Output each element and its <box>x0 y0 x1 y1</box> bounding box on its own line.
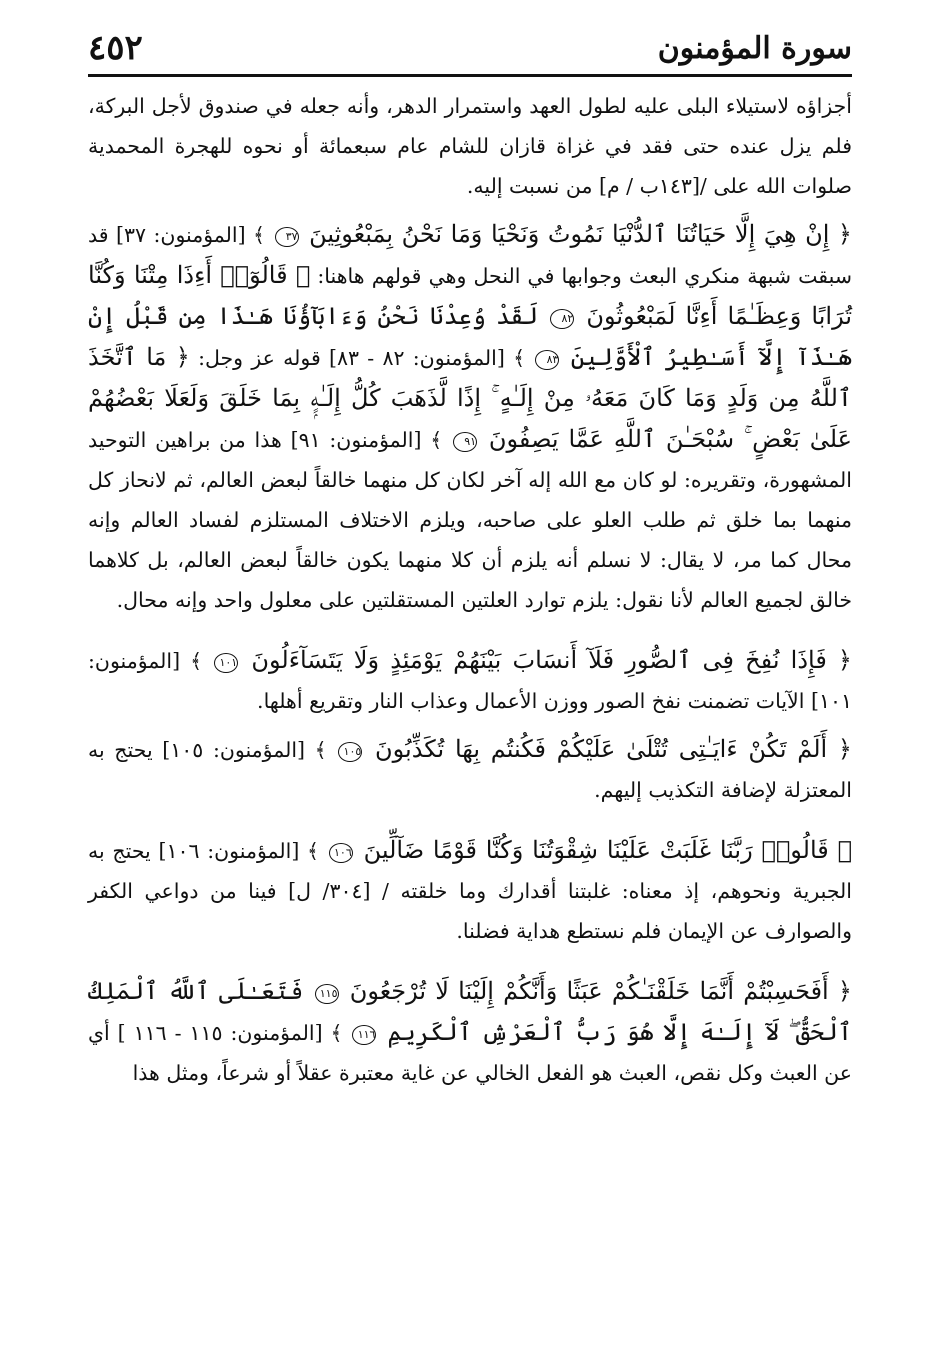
verse-number-marker: ١٠٥ <box>338 742 362 762</box>
quran-verse-text: فَتَعَـٰلَى ٱللَّهُ ٱلْمَلِكُ ٱلْحَقُّ ۖ لَآ إِلَـٰهَ إِلَّا هُوَ رَبُّ ٱلْعَرْشِ ٱلْكَرِيمِ <box>88 977 853 1046</box>
verse-number-marker: ٨٣ <box>535 350 559 370</box>
verse-number-marker: ١١٥ <box>315 984 339 1004</box>
quran-verse-text: لَقَدْ وُعِدْنَا نَحْنُ وَءَابَآؤُنَا هَـٰذَا مِن قَبْلُ إِنْ هَـٰذَآ إِلَّآ أَسَـٰطِيرُ ٱلْأَوَّلِينَ <box>88 302 853 371</box>
page-number: ٤٥٢ <box>88 28 143 68</box>
page-header <box>88 14 852 77</box>
paragraph <box>88 971 852 1093</box>
commentary-text: ﴾ [المؤمنون: ١٠١] الآيات تضمنت نفخ الصور ووزن الأعمال وعذاب النار وتقريع أهلها. <box>88 649 852 713</box>
quran-verse-text: ﴿ فَإِذَا نُفِخَ فِى ٱلصُّورِ فَلَآ أَنسَابَ بَيْنَهُمْ يَوْمَئِذٍ وَلَا يَتَسَآءَلُونَ <box>240 646 852 674</box>
commentary-text: ﴾ [المؤمنون: ١٠٥] يحتج به المعتزلة لإضافة التكذيب إليهم. <box>88 738 852 802</box>
quran-verse-text: ﴿ مَا ٱتَّخَذَ ٱللَّهُ مِن وَلَدٍ وَمَا كَانَ مَعَهُۥ مِنْ إِلَـٰهٍ ۚ إِذًا لَّذَهَبَ كُلُّ إِلَـٰهٍۭ بِمَا خَلَقَ وَلَعَلَا بَعْضُهُمْ عَلَىٰ بَعْضٍ ۚ سُبْحَـٰنَ ٱللَّهِ عَمَّا يَصِفُونَ <box>88 343 852 453</box>
paragraph <box>88 214 852 620</box>
verse-number-marker: ١٠١ <box>214 653 238 673</box>
quran-verse-text: ﴿ إِنْ هِيَ إِلَّا حَيَاتُنَا ٱلدُّنْيَا نَمُوتُ وَنَحْيَا وَمَا نَحْنُ بِمَبْعُوثِينَ <box>300 220 852 248</box>
quran-verse-text: ﴿ أَلَمْ تَكُنْ ءَايَـٰتِى تُتْلَىٰ عَلَيْكُمْ فَكُنتُم بِهَا تُكَذِّبُونَ <box>364 735 852 763</box>
verse-number-marker: ٣٧ <box>275 227 299 247</box>
paragraph <box>88 729 852 810</box>
commentary-text: ﴾ [المؤمنون: ٩١] هذا من براهين التوحيد المشهورة، وتقريره: لو كان مع الله إله آخر لكان كل منهما خالقاً لبعض العالم، ثم لانحاز كل منهما بما خلق ثم طلب العلو على صاحبه، ويلزم الاختلاف المستلزم لفساد العالم وإنه محال كما مر، لا يقال: لا نسلم أنه يلزم أن كلا منهما يكون خالقاً لبعض العالم، بل كلاهما خالق لجميع العالم لأنا نقول: يلزم توارد العلتين المستقلتين على معلول واحد وإنه محال. <box>88 428 852 612</box>
quran-verse-text: ﴿ قَالُوا۟ رَبَّنَا غَلَبَتْ عَلَيْنَا شِقْوَتُنَا وَكُنَّا قَوْمًا ضَآلِّينَ <box>354 836 852 864</box>
paragraph <box>88 86 852 206</box>
quran-verse-text: ﴿ أَفَحَسِبْتُمْ أَنَّمَا خَلَقْنَـٰكُمْ عَبَثًا وَأَنَّكُمْ إِلَيْنَا لَا تُرْجَعُونَ <box>340 977 852 1005</box>
paragraph <box>88 830 852 951</box>
quran-verse-text: ﴿ قَالُوٓا۟ أَءِذَا مِتْنَا وَكُنَّا تُرَابًا وَعِظَـٰمًا أَءِنَّا لَمَبْعُوثُونَ <box>88 261 853 330</box>
commentary-text: أجزاؤه لاستيلاء البلى عليه لطول العهد واستمرار الدهر، وأنه جعله في صندوق لأجل البركة، فلم يزل عنده حتى فقد في غزاة قازان للشام عام سبعمائة أو نحوه للهجرة المحمدية صلوات الله على /[١٤٣ب / م] من نسبت إليه. <box>88 94 852 198</box>
verse-number-marker: ٨٢ <box>550 309 574 329</box>
commentary-text: ﴾ [المؤمنون: ١١٥ - ١١٦ ] أي عن العبث وكل نقص، العبث هو الفعل الخالي عن غاية معتبرة عقلاً أو شرعاً، ومثل هذا <box>88 1021 852 1085</box>
commentary-text: ﴾ [المؤمنون: ٣٧] قد سبقت شبهة منكري البعث وجوابها في النحل وهي قولهم هاهنا: <box>88 223 852 288</box>
commentary-text: ﴾ [المؤمنون: ١٠٦] يحتج به الجبرية ونحوهم، إذ معناه: غلبتنا أقدارك وما خلقته / [٣٠٤/ ل] فينا من دواعي الكفر والصوارف عن الإيمان فلم نستطع هداية فضلنا. <box>88 839 853 943</box>
verse-number-marker: ١٠٦ <box>329 843 353 863</box>
paragraph <box>88 640 852 721</box>
commentary-text: ﴾ [المؤمنون: ٨٢ - ٨٣] قوله عز وجل: <box>189 346 534 370</box>
surah-title: سورة المؤمنون <box>657 31 852 66</box>
verse-number-marker: ٩١ <box>453 432 477 452</box>
page-body <box>88 86 852 1299</box>
verse-number-marker: ١١٦ <box>352 1025 376 1045</box>
